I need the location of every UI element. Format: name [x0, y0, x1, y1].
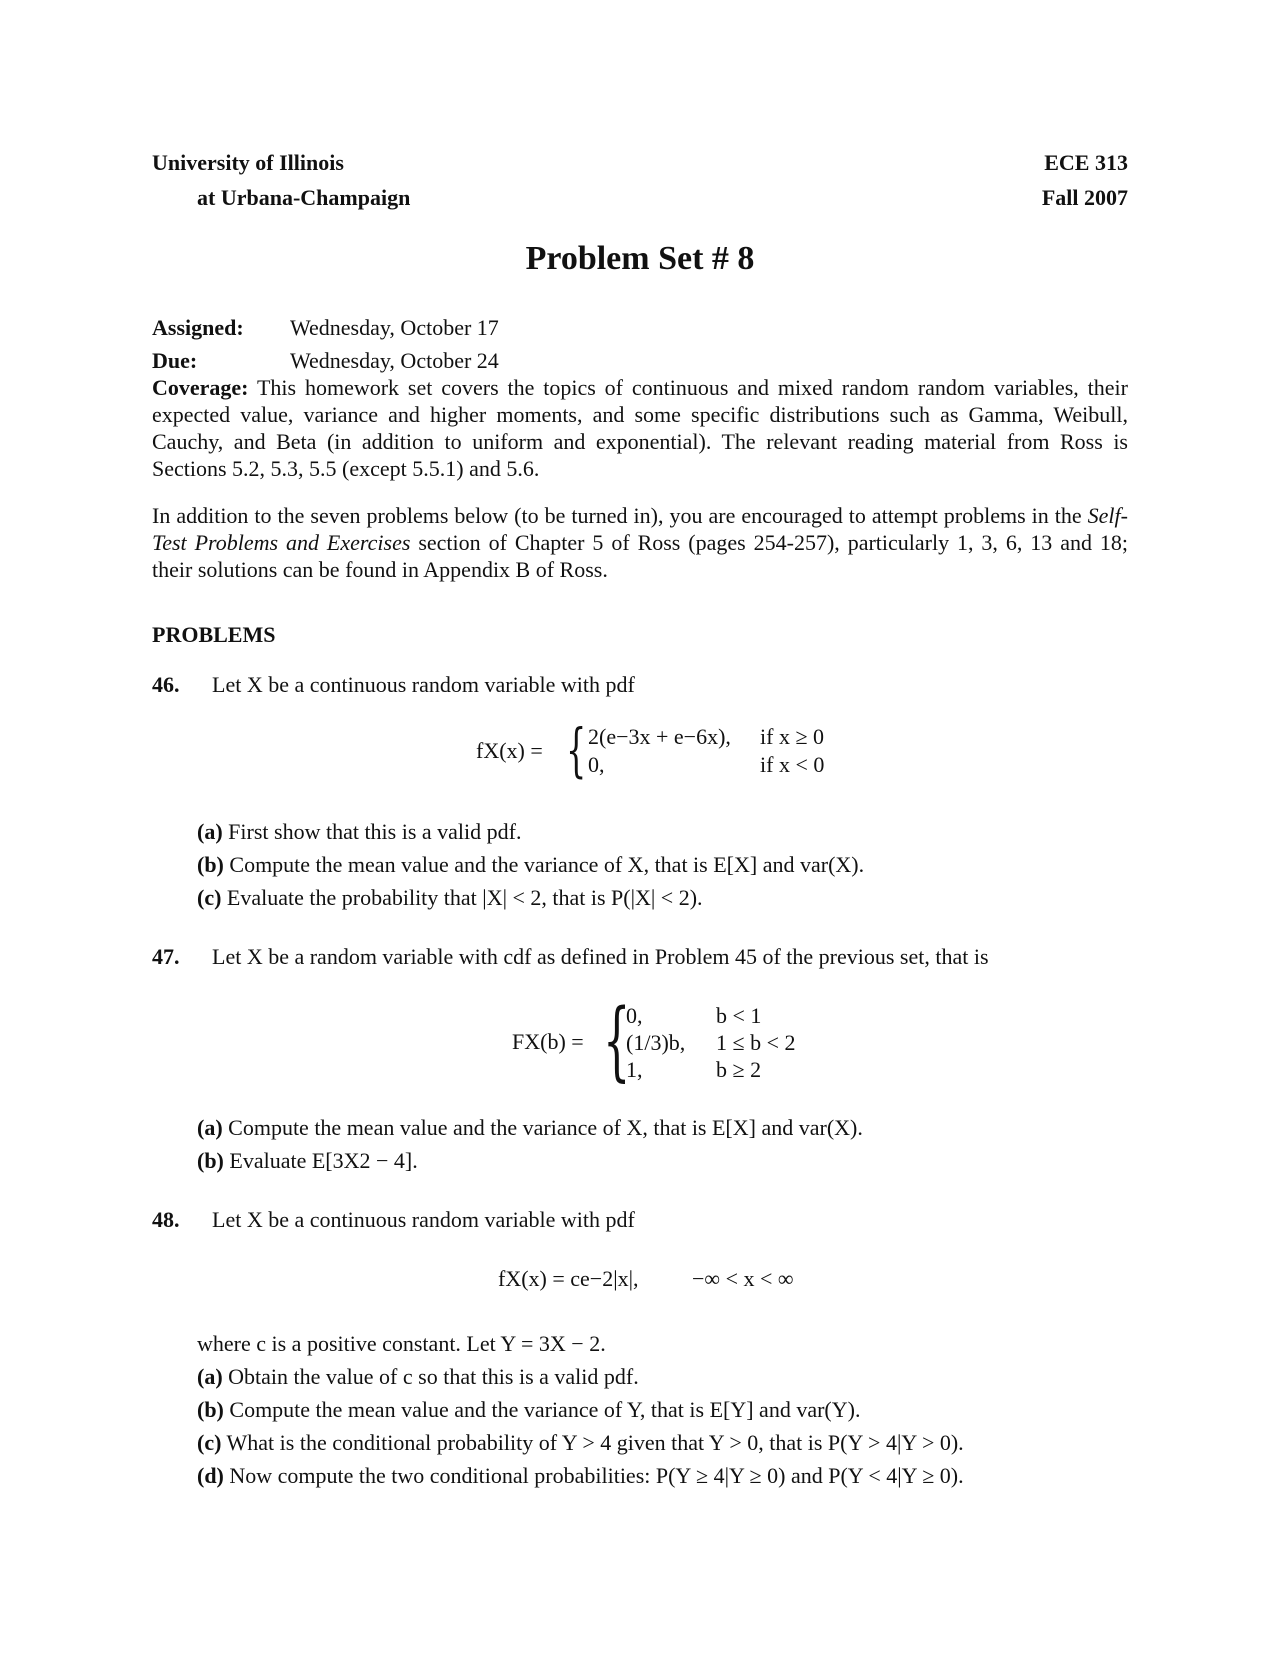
part-label: (b): [197, 1397, 224, 1422]
part-text: Obtain the value of c so that this is a valid pdf.: [228, 1364, 639, 1389]
university-name: University of Illinois: [152, 150, 344, 175]
part-label: (a): [197, 819, 223, 844]
problem-47-part-a: [197, 1114, 863, 1141]
part-label: (b): [197, 1148, 224, 1173]
semester: Fall 2007: [1041, 185, 1128, 210]
problem-46-statement: Let X be a continuous random variable with pdf: [212, 672, 635, 697]
part-label: (a): [197, 1364, 223, 1389]
due-value: Wednesday, October 24: [290, 348, 499, 373]
problem-47-formula-lhs: FX(b) =: [512, 1029, 584, 1054]
problem-46-brace: {: [566, 716, 587, 784]
part-label: (a): [197, 1115, 223, 1140]
problem-46-case-1-cond: if x ≥ 0: [760, 724, 825, 749]
intro-italic: Self-Test Problems and Exercises: [152, 503, 1128, 555]
problem-47-part-b: [197, 1147, 418, 1174]
due-label: Due:: [152, 348, 198, 373]
problem-46-part-c: [197, 884, 703, 911]
assigned-label: Assigned:: [152, 315, 244, 340]
problem-47-number: 47.: [152, 944, 180, 969]
problem-46-case-2-cond: if x < 0: [760, 752, 825, 777]
part-text: Compute the mean value and the variance of X, that is E[X] and var(X).: [228, 1115, 863, 1140]
problem-47-case-1-expr: 0,: [626, 1003, 643, 1028]
problem-46-part-b: [197, 851, 864, 878]
part-label: (c): [197, 885, 222, 910]
part-text: Compute the mean value and the variance of X, that is E[X] and var(X).: [229, 852, 865, 877]
problem-47-statement: Let X be a random variable with cdf as defined in Problem 45 of the previous set, that is: [212, 944, 989, 969]
problem-48-part-a: [197, 1363, 639, 1390]
problem-48-formula-range: −∞ < x < ∞: [692, 1266, 794, 1291]
course-code: ECE 313: [1044, 150, 1128, 175]
problem-47-case-2-cond: 1 ≤ b < 2: [716, 1030, 796, 1055]
part-text: Evaluate the probability that |X| < 2, that is P(|X| < 2).: [226, 885, 703, 910]
problem-46-case-2-expr: 0,: [588, 752, 605, 777]
problems-heading: PROBLEMS: [152, 622, 276, 647]
problem-48-where: where c is a positive constant. Let Y = 3X − 2.: [197, 1331, 606, 1356]
part-label: (b): [197, 852, 224, 877]
problem-47-case-2-expr: (1/3)b,: [626, 1030, 686, 1055]
part-text: Compute the mean value and the variance of Y, that is E[Y] and var(Y).: [229, 1397, 861, 1422]
problem-48-part-b: [197, 1396, 860, 1423]
page-title: Problem Set # 8: [525, 240, 755, 277]
problem-48-part-d: [197, 1462, 964, 1489]
problem-47-case-3-expr: 1,: [626, 1057, 643, 1082]
part-label: (c): [197, 1430, 222, 1455]
problem-47-case-1-cond: b < 1: [716, 1003, 762, 1028]
part-text: Evaluate E[3X2 − 4].: [229, 1148, 418, 1173]
problem-46-number: 46.: [152, 672, 180, 697]
coverage-paragraph: [152, 374, 1128, 482]
problem-46-formula-lhs: fX(x) =: [476, 738, 543, 763]
intro-text-2: section of Chapter 5 of Ross (pages 254-257), particularly 1, 3, 6, 13 and 18; their solutions can be found in Appendix B of Ross.: [152, 530, 1128, 582]
problem-46-part-a: [197, 818, 521, 845]
intro-text-1: In addition to the seven problems below (to be turned in), you are encouraged to attempt problems in the: [152, 503, 1088, 528]
problem-47-brace: {: [603, 991, 631, 1091]
intro-paragraph: [152, 502, 1128, 583]
problem-46-case-1-expr: 2(e−3x + e−6x),: [588, 724, 731, 749]
problem-48-formula-expr: fX(x) = ce−2|x|,: [498, 1266, 639, 1291]
part-label: (d): [197, 1463, 224, 1488]
part-text: First show that this is a valid pdf.: [228, 819, 522, 844]
part-text: Now compute the two conditional probabilities: P(Y ≥ 4|Y ≥ 0) and P(Y < 4|Y ≥ 0).: [229, 1463, 964, 1488]
assigned-value: Wednesday, October 17: [290, 315, 499, 340]
coverage-text: This homework set covers the topics of continuous and mixed random random variables, their expected value, variance and higher moments, and some specific distributions such as Gamma, Weibull, Cauchy, and Beta (in addition to uniform and exponential). The relevant reading material from Ross is Sections 5.2, 5.3, 5.5 (except 5.5.1) and 5.6.: [152, 375, 1128, 481]
coverage-label: Coverage:: [152, 375, 249, 400]
problem-47-case-3-cond: b ≥ 2: [716, 1057, 762, 1082]
problem-48-statement: Let X be a continuous random variable with pdf: [212, 1207, 635, 1232]
problem-48-number: 48.: [152, 1207, 180, 1232]
part-text: What is the conditional probability of Y > 4 given that Y > 0, that is P(Y > 4|Y > 0).: [226, 1430, 964, 1455]
university-campus: at Urbana-Champaign: [197, 185, 411, 210]
problem-48-part-c: [197, 1429, 964, 1456]
